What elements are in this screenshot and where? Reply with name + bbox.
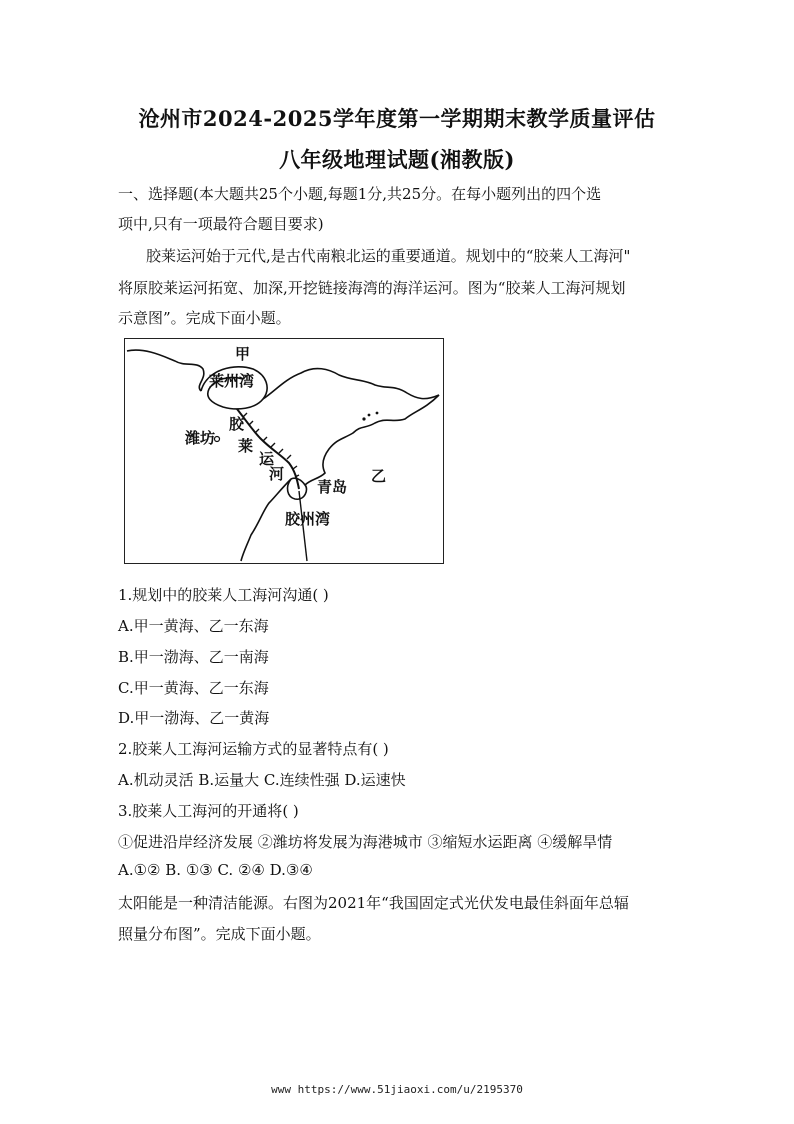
passage-1-line-2: 将原胶莱运河拓宽、加深,开挖链接海湾的海洋运河。图为“胶莱人工海河规划 xyxy=(118,279,626,297)
map-label-canal-char-3: 运 xyxy=(259,450,275,468)
passage-1-line-3: 示意图”。完成下面小题。 xyxy=(118,309,291,327)
question-2-stem: 2.胶莱人工海河运输方式的显著特点有( ) xyxy=(118,740,389,758)
passage-2-line-1: 太阳能是一种清洁能源。右图为2021年“我国固定式光伏发电最佳斜面年总辐 xyxy=(118,894,629,912)
section-instruction-line-2: 项中,只有一项最符合题目要求) xyxy=(118,215,324,233)
passage-1-line-1: 胶莱运河始于元代,是古代南粮北运的重要通道。规划中的“胶莱人工海河" xyxy=(146,247,631,265)
footer-url: www https://www.51jiaoxi.com/u/2195370 xyxy=(271,1083,523,1096)
question-1-option-c: C.甲一黄海、乙一东海 xyxy=(118,679,269,697)
map-label-jiaozhou-bay: 胶州湾 xyxy=(285,510,331,528)
page-subtitle: 八年级地理试题(湘教版) xyxy=(279,147,515,172)
map-label-yi: 乙 xyxy=(371,467,387,485)
question-3-items: ①促进沿岸经济发展 ②潍坊将发展为海港城市 ③缩短水运距离 ④缓解旱情 xyxy=(118,833,613,851)
jiaolai-canal-map xyxy=(124,338,444,564)
question-1-option-b: B.甲一渤海、乙一南海 xyxy=(118,648,269,666)
map-label-laizhou-bay: 莱州湾 xyxy=(209,372,255,390)
map-label-canal-char-1: 胶 xyxy=(229,415,245,433)
question-2-options: A.机动灵活 B.运量大 C.连续性强 D.运速快 xyxy=(118,771,406,789)
passage-2-line-2: 照量分布图”。完成下面小题。 xyxy=(118,925,321,943)
question-3-stem: 3.胶莱人工海河的开通将( ) xyxy=(118,802,299,820)
map-label-qingdao: 青岛 xyxy=(317,478,348,496)
map-coastline-drawing xyxy=(125,339,442,562)
map-label-weifang: 潍坊 xyxy=(185,429,216,447)
question-1-option-a: A.甲一黄海、乙一东海 xyxy=(118,617,269,635)
question-3-options: A.①② B. ①③ C. ②④ D.③④ xyxy=(118,861,313,879)
question-1-stem: 1.规划中的胶莱人工海河沟通( ) xyxy=(118,586,329,604)
map-label-jia: 甲 xyxy=(235,345,251,363)
map-label-canal-char-2: 莱 xyxy=(238,437,254,455)
page-title: 沧州市2024-2025学年度第一学期期末教学质量评估 xyxy=(138,106,656,131)
question-1-option-d: D.甲一渤海、乙一黄海 xyxy=(118,709,270,727)
section-instruction-line-1: 一、选择题(本大题共25个小题,每题1分,共25分。在每小题列出的四个选 xyxy=(118,185,602,203)
map-label-canal-char-4: 河 xyxy=(269,465,285,483)
